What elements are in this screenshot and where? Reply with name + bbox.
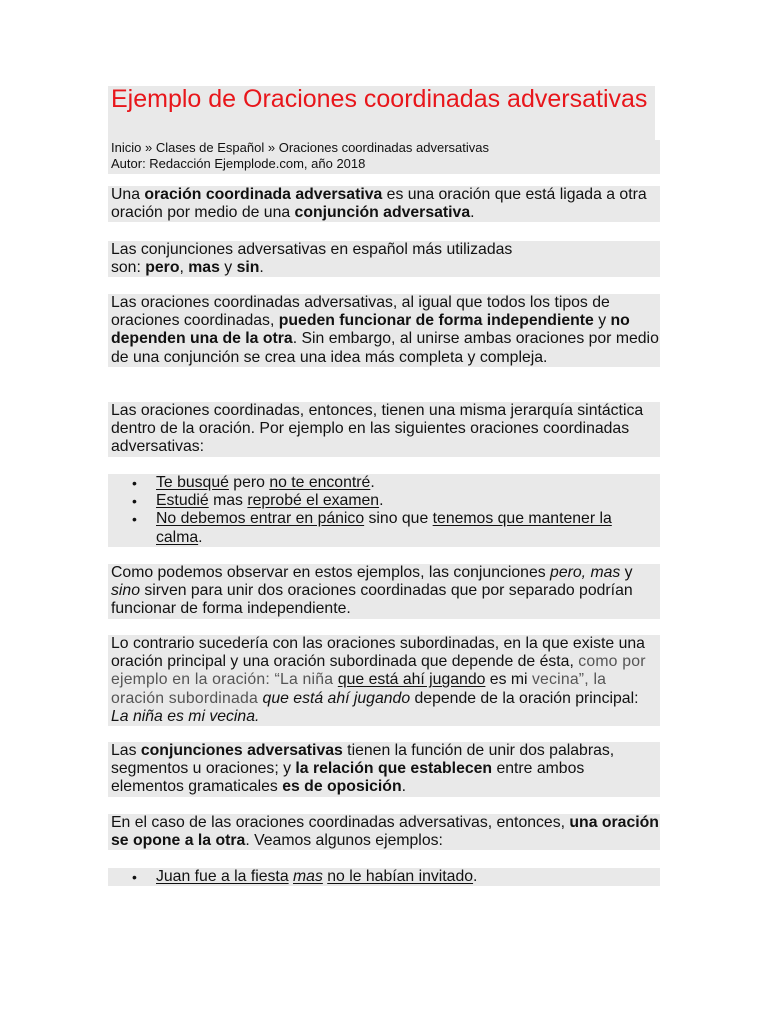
clause-underlined: tenemos que mantener la calma <box>156 510 612 546</box>
text: es una oración que está ligada a otra oración por medio de una <box>111 186 647 222</box>
text: es mi <box>485 671 532 689</box>
text: . <box>370 474 375 491</box>
text: Las conjunciones adversativas en español más utilizadas son: <box>111 241 513 277</box>
text: . <box>198 528 203 546</box>
paragraph-hierarchy <box>108 402 660 457</box>
bold-term: conjunción adversativa <box>294 204 471 222</box>
text: y <box>219 259 237 277</box>
text: y <box>593 312 611 330</box>
article-meta <box>108 140 660 174</box>
clause-underlined: no te encontré <box>269 474 371 491</box>
paragraph-opposition <box>108 814 660 850</box>
text: . Sin embargo, al unirse ambas oraciones por medio de una conjunción se crea una idea más completa y compleja. <box>111 330 659 366</box>
text: . <box>470 204 475 222</box>
italic-term: pero, <box>550 564 587 581</box>
text: tienen la función de unir dos palabras, segmentos u oraciones; y <box>111 742 615 778</box>
example-text: vecina”, la oración subordinada <box>111 671 607 707</box>
list-item <box>156 474 660 492</box>
paragraph-definition <box>108 186 660 222</box>
text: sirven para unir dos oraciones coordinadas que por separado podrían funcionar de forma independiente. <box>111 582 633 618</box>
bold-term: no dependen una de la otra <box>111 312 630 348</box>
text: Las <box>111 742 141 759</box>
text: Lo contrario sucedería con las oraciones subordinadas, en la que existe una oración principal y una oración subordinada que depende de ésta, <box>111 635 645 671</box>
paragraph-independence <box>108 294 660 367</box>
examples-list-2 <box>108 868 660 886</box>
text: depende de la oración principal: <box>410 689 639 707</box>
paragraph-observation <box>108 564 660 619</box>
bold-term: pero <box>145 259 180 277</box>
list-item <box>156 492 660 510</box>
text: , <box>179 259 189 277</box>
clause-underlined: Juan fue a la fiesta <box>156 868 289 885</box>
clause-underlined: No debemos entrar en pánico <box>156 510 365 528</box>
bold-term: oración coordinada adversativa <box>144 186 383 203</box>
italic-term: mas <box>590 564 621 581</box>
paragraph-subordinate <box>108 635 660 726</box>
bold-term: es de oposición <box>282 778 402 796</box>
conjunction: mas <box>208 492 248 510</box>
conjunction: sino que <box>364 510 433 528</box>
text: Una <box>111 186 145 203</box>
breadcrumb-separator: » <box>141 140 156 155</box>
breadcrumb-home-link[interactable]: Inicio <box>111 140 142 155</box>
text: En el caso de las oraciones coordinadas adversativas, entonces, <box>111 814 570 831</box>
text: . <box>401 778 406 796</box>
text: . <box>379 492 384 510</box>
examples-list <box>108 474 660 547</box>
italic-term: que está ahí jugando <box>262 689 411 707</box>
list-item <box>156 510 660 546</box>
text: Como podemos observar en estos ejemplos, las conjunciones <box>111 564 551 581</box>
text: . <box>473 868 478 885</box>
bold-term: sin <box>236 259 260 277</box>
text: . Veamos algunos ejemplos: <box>245 832 443 850</box>
paragraph-function <box>108 742 660 797</box>
text: Las oraciones coordinadas adversativas, al igual que todos los tipos de oraciones coordinadas, <box>111 294 610 330</box>
bold-term: una oración se opone a la otra <box>111 814 659 850</box>
italic-term: La niña es mi vecina. <box>111 707 260 725</box>
breadcrumb-separator: » <box>264 140 279 155</box>
clause-underlined: reprobé el examen <box>247 492 380 510</box>
list-item <box>156 868 660 886</box>
text: y <box>620 564 633 581</box>
conjunction-italic: mas <box>293 868 323 885</box>
text: . <box>259 259 264 277</box>
clause-underlined: Te busqué <box>156 474 229 491</box>
breadcrumb-current: Oraciones coordinadas adversativas <box>278 140 489 155</box>
clause-underlined: Estudié <box>156 492 209 510</box>
example-text: como por ejemplo en la oración: “La niña <box>111 653 646 689</box>
breadcrumb <box>111 140 660 156</box>
bold-term: mas <box>188 259 220 277</box>
conjunction: pero <box>228 474 270 491</box>
author-line: Autor: Redacción Ejemplode.com, año 2018 <box>111 155 366 171</box>
page-title-text: Ejemplo de Oraciones coordinadas adversativas <box>111 85 648 113</box>
breadcrumb-section-link[interactable]: Clases de Español <box>155 140 265 155</box>
italic-term: sino <box>111 582 140 600</box>
bold-term: conjunciones adversativas <box>140 742 343 759</box>
text: Las oraciones coordinadas, entonces, tienen una misma jerarquía sintáctica dentro de la oración. Por ejemplo en las siguientes oraciones coordinadas adversativas: <box>111 402 644 456</box>
paragraph-conjunctions <box>108 241 660 277</box>
page-title <box>108 86 655 140</box>
bold-term: pueden funcionar de forma independiente <box>278 312 594 330</box>
bold-term: la relación que establecen <box>295 760 493 778</box>
clause-underlined: que está ahí jugando <box>337 671 486 689</box>
clause-underlined: no le habían invitado <box>327 868 474 885</box>
text: entre ambos elementos gramaticales <box>111 760 585 796</box>
